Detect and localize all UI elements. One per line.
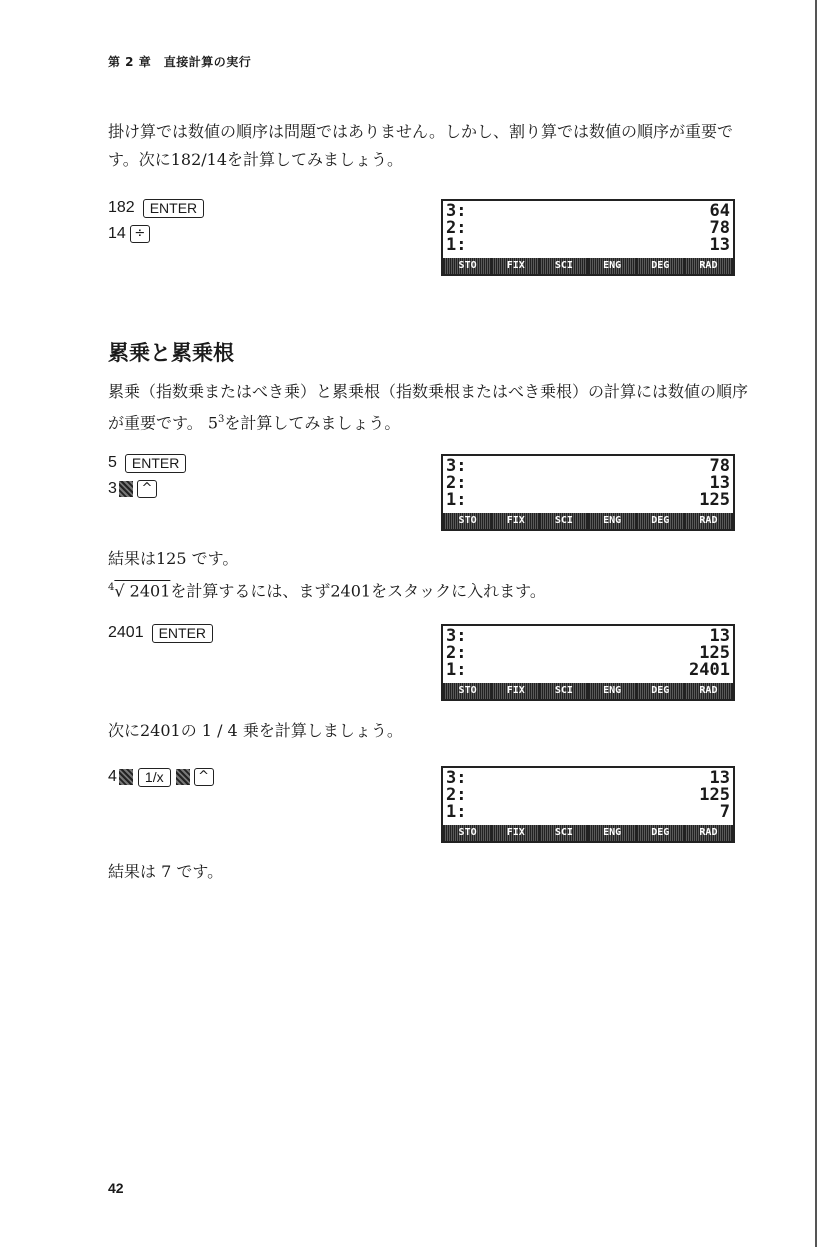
calculator-display: [441, 624, 735, 701]
stack-level-2: 2:: [446, 643, 467, 663]
power-key: ^: [194, 768, 214, 786]
paragraph-powers-text: 累乗（指数乗またはべき乗）と累乗根（指数乗根またはべき乗根）の計算には数値の順序が重要です。: [108, 382, 749, 433]
menu-fix: FIX: [493, 683, 538, 699]
result-text: 結果は 7 です。: [108, 862, 224, 881]
root-paragraph-text: を計算するには、まず2401をスタックに入れます。: [170, 581, 546, 601]
menu-bar: [443, 513, 733, 529]
root-expression: √ 2401: [114, 581, 171, 601]
menu-sto: STO: [445, 513, 490, 529]
page-edge-rule: [815, 0, 817, 1247]
entry-number: 5: [108, 454, 117, 471]
power-exponent: 3: [218, 414, 225, 425]
stack-value-1: 2401: [689, 660, 730, 680]
stack-value-2: 78: [709, 218, 730, 238]
keystroke-line: [108, 765, 214, 789]
calculator-display: [441, 766, 735, 843]
stack-value-3: 13: [709, 626, 730, 646]
root-paragraph: [108, 574, 748, 605]
menu-fix: FIX: [493, 258, 538, 274]
menu-eng: ENG: [590, 258, 635, 274]
calculator-display: [441, 454, 735, 531]
stack-value-1: 7: [719, 802, 730, 822]
stack-value-3: 64: [709, 201, 730, 221]
menu-bar: [443, 683, 733, 699]
stack-value-1: 125: [699, 490, 730, 510]
menu-sci: SCI: [541, 258, 586, 274]
shift-key-icon: [176, 769, 190, 785]
entry-number: 4: [108, 768, 117, 785]
stack-value-3: 78: [709, 456, 730, 476]
divide-key: ÷: [130, 225, 150, 243]
enter-key: ENTER: [125, 454, 186, 473]
enter-key: ENTER: [143, 199, 204, 218]
calculator-display: [441, 199, 735, 276]
shift-key-icon: [119, 769, 133, 785]
keystroke-line: [108, 196, 204, 220]
shift-key-icon: [119, 481, 133, 497]
power-key: ^: [137, 480, 157, 498]
menu-rad: RAD: [686, 825, 731, 841]
menu-deg: DEG: [638, 683, 683, 699]
stack-level-2: 2:: [446, 473, 467, 493]
section-heading: 累乗と累乗根: [108, 341, 234, 365]
power-base: 5: [207, 413, 219, 433]
stack-value-2: 125: [699, 643, 730, 663]
menu-bar: [443, 825, 733, 841]
stack-level-2: 2:: [446, 218, 467, 238]
menu-rad: RAD: [686, 513, 731, 529]
stack-level-1: 1:: [446, 660, 467, 680]
paragraph-powers: [108, 378, 748, 437]
menu-rad: RAD: [686, 258, 731, 274]
stack-level-3: 3:: [446, 456, 467, 476]
menu-fix: FIX: [493, 825, 538, 841]
paragraph-intro: 掛け算では数値の順序は問題ではありません。しかし、割り算では数値の順序が重要です。次に182/14を計算してみましょう。: [108, 122, 733, 169]
menu-deg: DEG: [638, 513, 683, 529]
keystroke-line: [108, 621, 213, 645]
stack-level-1: 1:: [446, 802, 467, 822]
menu-rad: RAD: [686, 683, 731, 699]
menu-deg: DEG: [638, 258, 683, 274]
result-text: 結果は125 です。: [108, 549, 239, 568]
stack-level-3: 3:: [446, 201, 467, 221]
menu-sto: STO: [445, 825, 490, 841]
stack-level-3: 3:: [446, 768, 467, 788]
page-number: 42: [108, 1180, 124, 1196]
stack-value-2: 125: [699, 785, 730, 805]
keystroke-line: [108, 477, 157, 501]
menu-sci: SCI: [541, 513, 586, 529]
keystroke-line: [108, 451, 186, 475]
reciprocal-key: 1/x: [138, 768, 171, 787]
menu-eng: ENG: [590, 513, 635, 529]
keystroke-line: [108, 222, 150, 246]
stack-value-1: 13: [709, 235, 730, 255]
chapter-header: 第 2 章 直接計算の実行: [108, 55, 252, 69]
stack-level-1: 1:: [446, 490, 467, 510]
entry-number: 182: [108, 199, 135, 216]
root-index: 4: [108, 582, 115, 593]
menu-deg: DEG: [638, 825, 683, 841]
entry-number: 14: [108, 225, 126, 242]
paragraph-quarter-power: 次に2401の 1 / 4 乗を計算しましょう。: [108, 721, 403, 740]
menu-sto: STO: [445, 683, 490, 699]
menu-fix: FIX: [493, 513, 538, 529]
stack-level-1: 1:: [446, 235, 467, 255]
stack-level-2: 2:: [446, 785, 467, 805]
menu-sci: SCI: [541, 825, 586, 841]
entry-number: 2401: [108, 624, 144, 641]
entry-number: 3: [108, 480, 117, 497]
menu-sci: SCI: [541, 683, 586, 699]
stack-value-3: 13: [709, 768, 730, 788]
paragraph-powers-end: を計算してみましょう。: [224, 413, 401, 433]
menu-sto: STO: [445, 258, 490, 274]
stack-value-2: 13: [709, 473, 730, 493]
menu-eng: ENG: [590, 683, 635, 699]
enter-key: ENTER: [152, 624, 213, 643]
menu-bar: [443, 258, 733, 274]
stack-level-3: 3:: [446, 626, 467, 646]
menu-eng: ENG: [590, 825, 635, 841]
